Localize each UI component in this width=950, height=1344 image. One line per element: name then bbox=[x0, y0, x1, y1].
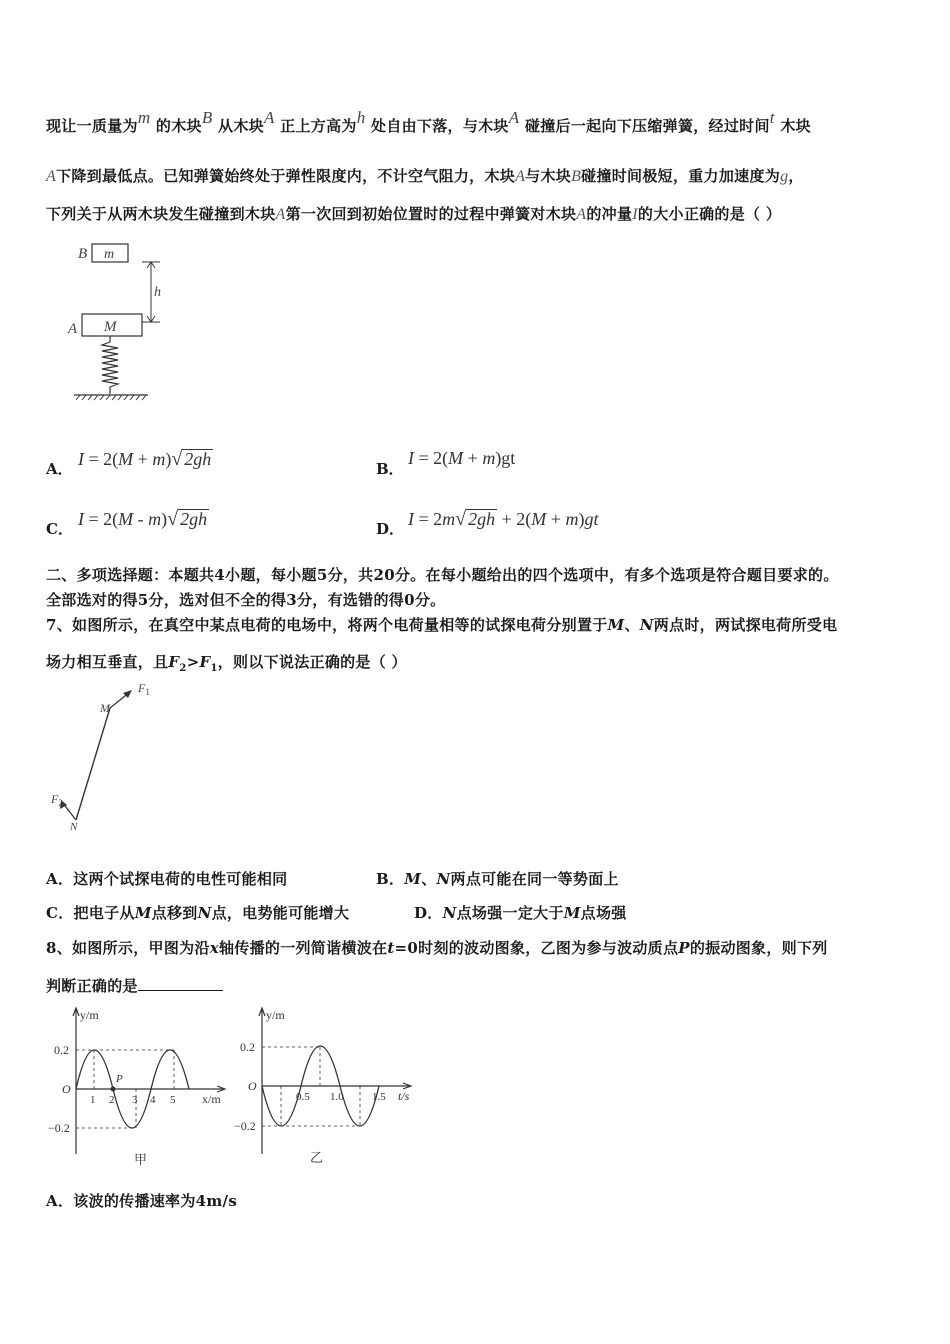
jia-xtick-1: 1 bbox=[90, 1094, 96, 1106]
yi-ytick-neg: −0.2 bbox=[234, 1119, 256, 1133]
q8-option-a[interactable]: A．该波的传播速率为4m/s bbox=[46, 1192, 238, 1210]
yi-ylabel: y/m bbox=[266, 1008, 285, 1022]
label-A: A bbox=[68, 321, 78, 337]
label-M: M bbox=[100, 701, 110, 715]
ground-hatch bbox=[76, 395, 146, 400]
q8-line-2: 判断正确的是 bbox=[46, 975, 223, 996]
q7-line-1: 7、如图所示，在真空中某点电荷的电场中，将两个电荷量相等的试探电荷分别置于M、N两点时，两试探电荷所受电 bbox=[46, 616, 838, 634]
yi-origin: O bbox=[248, 1079, 257, 1093]
jia-xtick-4: 4 bbox=[150, 1094, 156, 1106]
jia-ytick-pos: 0.2 bbox=[54, 1043, 69, 1057]
q7-option-a[interactable]: A．这两个试探电荷的电性可能相同 bbox=[46, 870, 288, 888]
jia-point-P bbox=[111, 1087, 116, 1092]
yi-xtick-1: 0.5 bbox=[296, 1091, 310, 1103]
yi-ytick-pos: 0.2 bbox=[240, 1040, 255, 1054]
yi-caption: 乙 bbox=[310, 1150, 324, 1165]
graph-jia bbox=[44, 1004, 244, 1176]
label-F1: $F_1$ bbox=[138, 681, 150, 697]
yi-xlabel: t/s bbox=[398, 1089, 410, 1103]
jia-point-label: P bbox=[116, 1073, 123, 1085]
jia-xtick-2: 2 bbox=[109, 1094, 115, 1106]
q7-line-2: 场力相互垂直，且$F_2>F_1$，则以下说法正确的是（ ） bbox=[46, 653, 407, 674]
answer-blank[interactable] bbox=[138, 976, 223, 991]
mn-line bbox=[76, 708, 110, 820]
yi-xtick-3: 1.5 bbox=[372, 1091, 386, 1103]
q7-option-d[interactable]: D．N点场强一定大于M点场强 bbox=[414, 904, 627, 922]
jia-ylabel: y/m bbox=[80, 1008, 99, 1022]
jia-caption: 甲 bbox=[134, 1152, 148, 1167]
q6-line-3: 下列关于从两木块发生碰撞到木块A第一次回到初始位置时的过程中弹簧对木块A的冲量I的大小正确的是（ ） bbox=[46, 205, 782, 223]
jia-xlabel: x/m bbox=[202, 1092, 221, 1106]
q6-line-2: A下降到最低点。已知弹簧始终处于弹性限度内，不计空气阻力，木块A与木块B碰撞时间极短，重力加速度为g， bbox=[46, 167, 804, 185]
q7-option-c[interactable]: C．把电子从M点移到N点，电势能可能增大 bbox=[46, 904, 350, 922]
q7-option-b[interactable]: B．M、N两点可能在同一等势面上 bbox=[376, 870, 619, 888]
q6-line-1: 现让一质量为m 的木块B 从木块A 正上方高为h 处自由下落，与木块A 碰撞后一起向下压缩弹簧，经过时间t 木块 bbox=[46, 108, 811, 135]
jia-origin: O bbox=[62, 1082, 71, 1096]
jia-xtick-3: 3 bbox=[132, 1094, 138, 1106]
yi-xtick-2: 1.0 bbox=[330, 1091, 344, 1103]
jia-xtick-5: 5 bbox=[170, 1094, 176, 1106]
label-h: h bbox=[154, 285, 161, 300]
label-m: m bbox=[104, 247, 115, 262]
q8-line-1: 8、如图所示，甲图为沿x轴传播的一列简谐横波在t=0时刻的波动图象，乙图为参与波动质点P的振动图象，则下列 bbox=[46, 939, 828, 957]
graph-yi bbox=[232, 1004, 432, 1176]
label-N: N bbox=[70, 821, 78, 833]
label-F2: $F_2$ bbox=[51, 792, 63, 808]
section2-line-1: 二、多项选择题：本题共4小题，每小题5分，共20分。在每小题给出的四个选项中，有多个选项是符合题目要求的。 bbox=[46, 566, 839, 584]
section2-line-2: 全部选对的得5分，选对但不全的得3分，有选错的得0分。 bbox=[46, 591, 446, 609]
q7-field-figure bbox=[48, 680, 168, 835]
q6-spring-figure bbox=[60, 238, 170, 408]
jia-ytick-neg: −0.2 bbox=[48, 1121, 70, 1135]
label-M: M bbox=[104, 319, 117, 335]
label-B: B bbox=[78, 246, 88, 262]
spring bbox=[102, 336, 118, 394]
